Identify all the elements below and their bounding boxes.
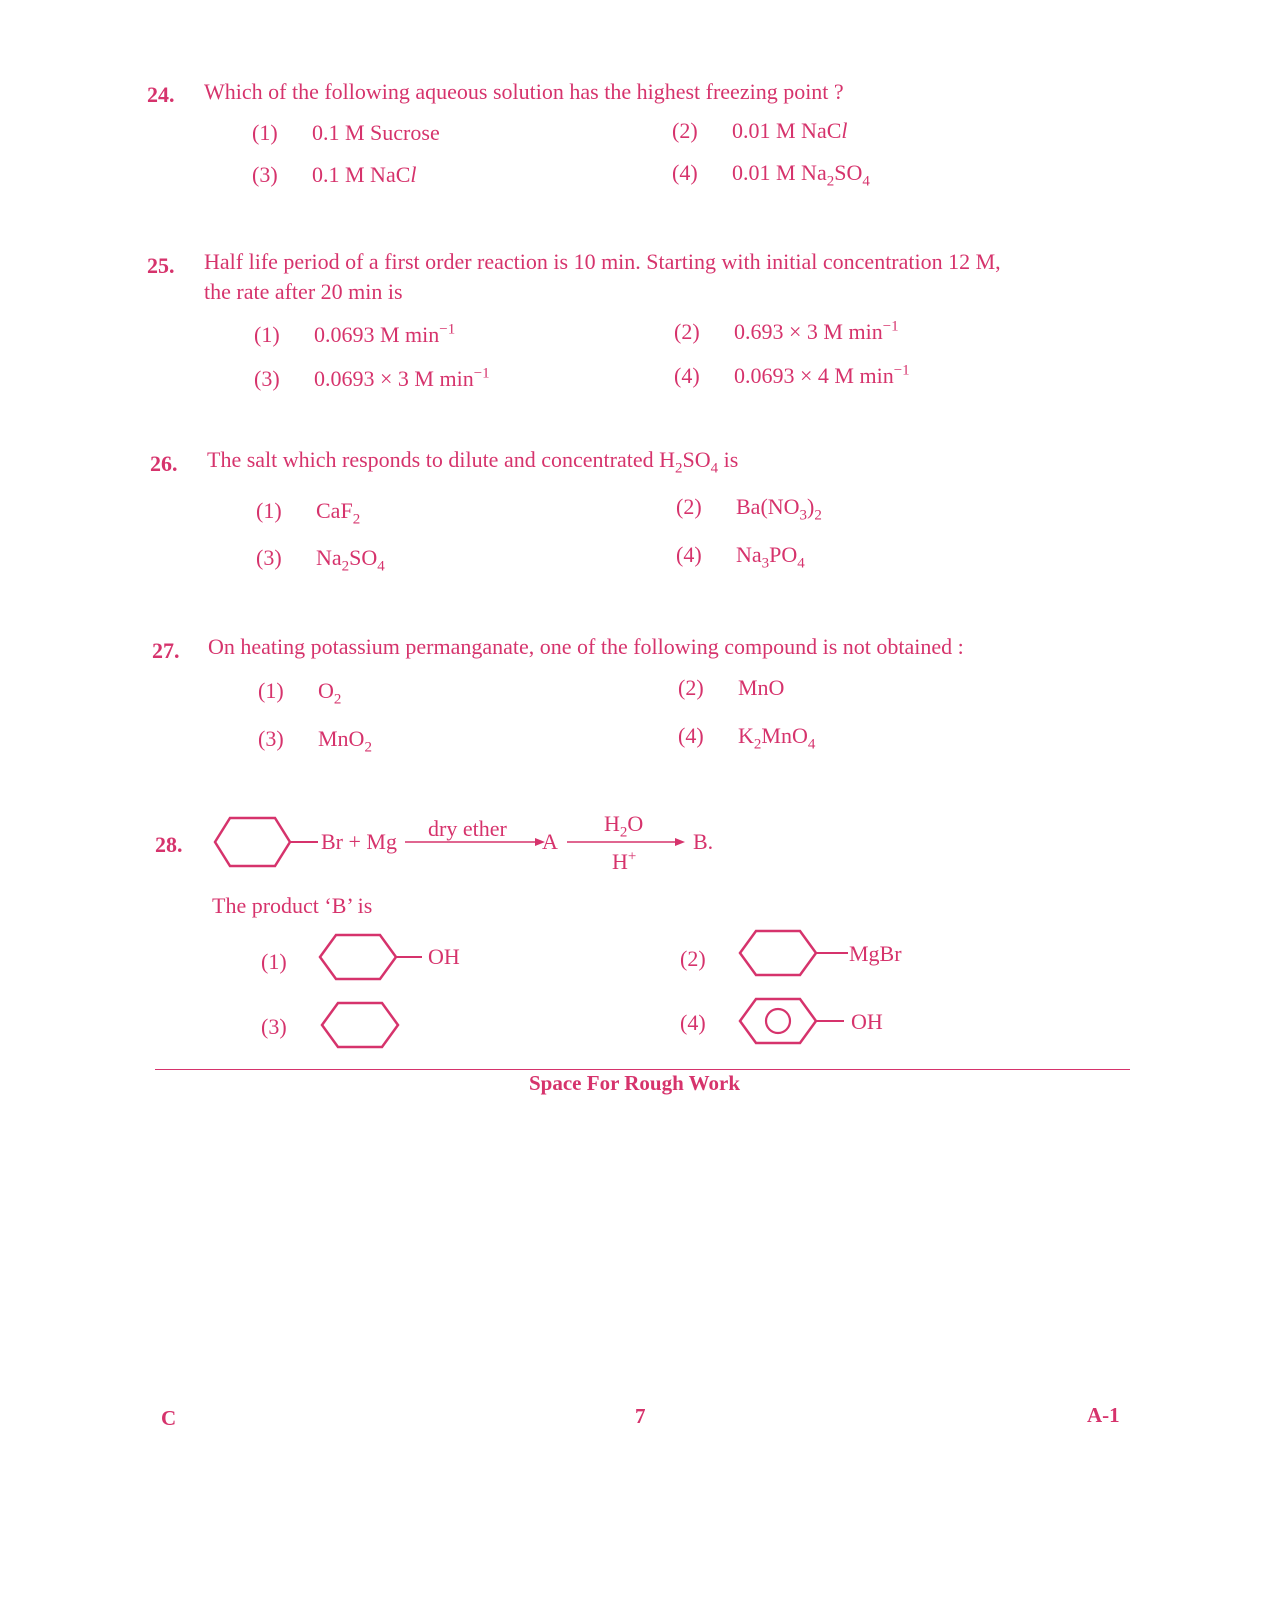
option-text-part: 0.0693 × 4 M min [734,363,894,388]
question-27-number: 27. [152,638,180,663]
question-24-option-3[interactable] [252,162,417,188]
question-28-option-3-number[interactable]: (3) [261,1014,287,1039]
option-text-part: 0.0693 × 3 M min [314,366,474,391]
question-27-text: On heating potassium permanganate, one of the following compound is not obtained : [208,634,964,659]
question-text-part: The salt which responds to dilute and concentrated H [207,447,675,472]
paper-code: C [161,1406,177,1430]
question-25-text-line2: the rate after 20 min is [204,279,403,304]
option-number: (3) [258,726,284,751]
option-text-part: 2 [341,558,350,575]
option-text [732,160,870,190]
question-24-option-2[interactable] [672,118,848,144]
question-27-option-4[interactable] [678,723,816,753]
option-text-part: Na [736,542,762,567]
question-24-number: 24. [147,82,175,107]
question-26-option-2[interactable] [676,494,822,524]
option-text-part: O [318,678,334,703]
option-text-part: 4 [377,558,385,575]
question-28-option-2-number[interactable]: (2) [680,946,706,971]
option-number: (2) [678,675,704,700]
cyclohexane-ring-icon [740,931,816,975]
option-text-part: 0.1 M NaC [312,162,411,187]
option-number: (1) [252,120,278,145]
option-text [736,542,805,572]
option-number: (3) [254,366,280,391]
option-number: (2) [672,118,698,143]
option-text-part: ) [807,494,815,519]
question-28-option-2-substituent: MgBr [849,941,902,966]
option-text-part: Na [316,545,342,570]
question-28-number: 28. [155,832,183,857]
option-text [314,366,490,391]
question-25-text-line1: Half life period of a first order reaction is 10 min. Starting with initial concentration 12 M, [204,249,1001,274]
arrow-2-bottom-label: H+ [612,848,637,874]
option-text-part: 2 [826,173,835,190]
option-text-part: 4 [807,736,816,753]
option-text-part: PO [769,542,798,567]
benzene-ring-reactant [215,818,290,866]
question-25-number: 25. [147,253,175,278]
option-text [316,545,385,575]
option-text-part: 0.693 × 3 M min [734,319,883,344]
option-text [316,498,361,528]
option-text-part: K [738,723,754,748]
option-text-part: 2 [814,507,822,524]
option-text-part: −1 [439,321,456,338]
question-24-option-1[interactable] [252,120,440,146]
cyclohexane-ring-icon [322,1003,398,1047]
option-text-part: MnO [318,726,365,751]
page-number: 7 [635,1404,646,1428]
option-text-part: 4 [862,173,870,190]
option-text-part: 0.01 M Na [732,160,827,185]
option-text [312,120,440,145]
option-text-part: 2 [352,511,361,528]
intermediate-label: A [542,829,558,854]
arrow-2-head [675,838,685,846]
arrow-2-top-label: $H_2O$ [604,811,644,841]
question-27-option-3[interactable] [258,726,372,756]
option-text-part: 0.01 M NaC [732,118,842,143]
option-text [318,678,342,708]
question-27-option-2[interactable] [678,675,784,701]
option-text-part: −1 [473,365,490,382]
question-25-option-2[interactable] [674,319,899,345]
option-number: (2) [674,319,700,344]
option-text [734,363,910,388]
aromatic-circle-icon [766,1009,790,1033]
option-text-part: SO [349,545,378,570]
option-text-part: 3 [799,507,808,524]
question-24-option-4[interactable] [672,160,870,190]
cyclohexane-ring-icon [320,935,396,979]
option-text-part: 2 [753,736,762,753]
question-text-part: is [718,447,739,472]
rough-work-label: Space For Rough Work [529,1071,741,1095]
option-text-part: MnO [738,675,785,700]
option-text [738,675,784,700]
question-26-option-4[interactable] [676,542,805,572]
question-28-option-1-substituent: OH [428,944,460,969]
question-28-text: The product ‘B’ is [212,893,373,918]
option-number: (3) [256,545,282,570]
option-text [732,118,848,143]
option-text [736,494,822,524]
question-text-part: 2 [674,460,683,477]
option-text [318,726,372,756]
question-text-part: SO [682,447,711,472]
option-text-part: 0.1 M Sucrose [312,120,440,145]
question-28-option-1-number[interactable]: (1) [261,949,287,974]
question-26-option-1[interactable] [256,498,361,528]
option-number: (1) [258,678,284,703]
question-28-option-4-substituent: OH [851,1009,883,1034]
question-26-number: 26. [150,451,178,476]
option-text [312,162,417,187]
option-text-part: 0.0693 M min [314,322,440,347]
question-text-part: 4 [710,460,719,477]
option-number: (4) [676,542,702,567]
option-text-part: 2 [364,739,372,756]
option-text-part: CaF [316,498,353,523]
option-text-part: SO [834,160,863,185]
option-number: (2) [676,494,702,519]
option-number: (1) [254,322,280,347]
series-code: A-1 [1087,1403,1120,1427]
option-number: (3) [252,162,278,187]
benzene-ring-icon [740,999,816,1043]
option-number: (4) [672,160,698,185]
question-28-option-3-structure[interactable] [320,1000,410,1055]
question-25-option-4[interactable] [674,363,910,389]
reactant-label: Br + Mg [321,829,397,854]
option-text [738,723,816,753]
option-number: (1) [256,498,282,523]
question-25-option-3[interactable] [254,366,490,392]
option-text-part: 2 [333,691,342,708]
option-text-part: l [841,118,848,143]
question-27-option-1[interactable] [258,678,342,708]
product-label: B. [693,829,714,854]
arrow-1-label: dry ether [428,816,507,841]
question-26-text [207,445,738,475]
option-text-part: −1 [882,318,899,335]
option-text-part: 4 [797,555,805,572]
question-25-option-1[interactable] [254,322,455,348]
question-24-text: Which of the following aqueous solution has the highest freezing point ? [204,79,844,104]
option-text-part: Ba(NO [736,494,800,519]
option-text-part: 3 [761,555,770,572]
option-number: (4) [678,723,704,748]
question-26-option-3[interactable] [256,545,385,575]
option-text [314,322,455,347]
option-text [734,319,899,344]
option-text-part: l [410,162,417,187]
divider-line [155,1069,1130,1070]
question-28-option-4-number[interactable]: (4) [680,1010,706,1035]
option-number: (4) [674,363,700,388]
option-text-part: MnO [761,723,808,748]
option-text-part: −1 [893,362,910,379]
